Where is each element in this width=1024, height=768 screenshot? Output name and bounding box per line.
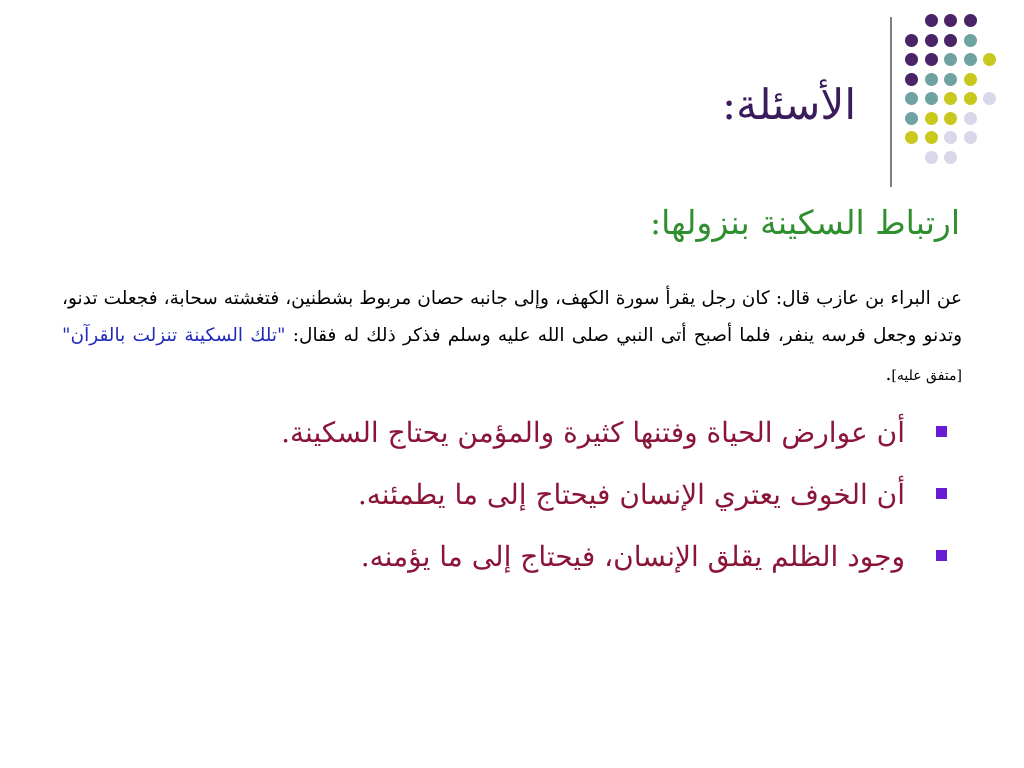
- decorative-dot: [905, 34, 918, 47]
- bullet-item: [60, 472, 960, 534]
- decorative-dot: [925, 73, 938, 86]
- hadith-quote: "تلك السكينة تنزلت بالقرآن": [62, 325, 286, 346]
- decorative-dot: [964, 73, 977, 86]
- decorative-dot: [925, 112, 938, 125]
- decorative-dot: [925, 131, 938, 144]
- decorative-dot: [944, 34, 957, 47]
- decorative-dot: [905, 92, 918, 105]
- decorative-dot: [964, 34, 977, 47]
- decorative-dot: [964, 131, 977, 144]
- decorative-dot: [944, 53, 957, 66]
- vertical-divider: [890, 17, 892, 187]
- decorative-dot: [944, 14, 957, 27]
- decorative-dot-grid: [905, 14, 1005, 164]
- decorative-dot: [944, 92, 957, 105]
- decorative-dot: [905, 73, 918, 86]
- decorative-dot: [905, 112, 918, 125]
- bullet-item: [60, 410, 960, 472]
- hadith-paragraph: [62, 280, 962, 395]
- decorative-dot: [944, 112, 957, 125]
- decorative-dot: [925, 151, 938, 164]
- bullet-list: [60, 410, 960, 596]
- bullet-text: وجود الظلم يقلق الإنسان، فيحتاج إلى ما يؤمنه.: [360, 540, 905, 573]
- decorative-dot: [983, 53, 996, 66]
- slide-title: الأسئلة:: [721, 80, 856, 129]
- decorative-dot: [983, 92, 996, 105]
- bullet-text: أن عوارض الحياة وفتنها كثيرة والمؤمن يحتاج السكينة.: [281, 416, 905, 449]
- decorative-dot: [964, 53, 977, 66]
- hadith-intro: عن البراء بن عازب قال: كان رجل يقرأ سورة الكهف، وإلى جانبه حصان مربوط بشطنين، فتغشته سحابة، فجعلت تدنو، وتدنو وجعل فرسه ينفر، فلما أصبح أتى النبي صلى الله عليه وسلم فذكر ذلك له فقال:: [62, 288, 963, 346]
- square-bullet-icon: [936, 426, 947, 437]
- bullet-item: [60, 534, 960, 596]
- square-bullet-icon: [936, 550, 947, 561]
- decorative-dot: [925, 92, 938, 105]
- decorative-dot: [905, 53, 918, 66]
- square-bullet-icon: [936, 488, 947, 499]
- slide-subtitle: ارتباط السكينة بنزولها:: [649, 203, 960, 242]
- decorative-dot: [964, 112, 977, 125]
- decorative-dot: [964, 14, 977, 27]
- hadith-end: .: [885, 364, 892, 385]
- bullet-text: أن الخوف يعتري الإنسان فيحتاج إلى ما يطمئنه.: [357, 478, 905, 511]
- decorative-dot: [905, 131, 918, 144]
- decorative-dot: [925, 53, 938, 66]
- hadith-source: [متفق عليه]: [891, 368, 962, 384]
- decorative-dot: [944, 151, 957, 164]
- decorative-dot: [964, 92, 977, 105]
- decorative-dot: [944, 131, 957, 144]
- decorative-dot: [944, 73, 957, 86]
- decorative-dot: [925, 14, 938, 27]
- decorative-dot: [925, 34, 938, 47]
